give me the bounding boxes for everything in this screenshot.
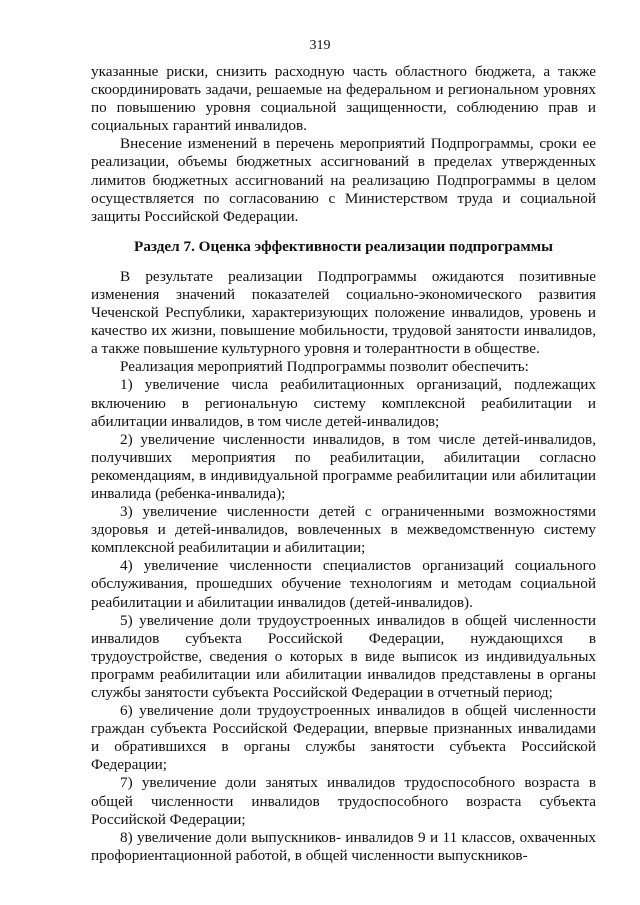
list-item-1: 1) увеличение числа реабилитационных организаций, подлежащих включению в региональную систему комплексной реабилитации и абилитации инвалидов, в том числе детей-инвалидов; [91, 376, 596, 430]
list-item-3: 3) увеличение численности детей с ограниченными возможностями здоровья и детей-инвалидов, вовлеченных в межведомственную систему комплексной реабилитации и абилитации; [91, 503, 596, 557]
body-text [91, 63, 596, 865]
list-item-4: 4) увеличение численности специалистов организаций социального обслуживания, прошедших обучение технологиям и методам социальной реабилитации и абилитации инвалидов (детей-инвалидов). [91, 557, 596, 611]
list-item-8: 8) увеличение доли выпускников- инвалидов 9 и 11 классов, охваченных профориентационной работой, в общей численности выпускников- [91, 828, 596, 864]
paragraph-results: В результате реализации Подпрограммы ожидаются позитивные изменения значений показателей социально-экономического развития Чеченской Республики, характеризующих положение инвалидов, уровень и качество их жизни, повышение мобильности, трудовой занятости инвалидов, а также повышение культурного уровня и толерантности в обществе. [91, 267, 596, 358]
list-item-7: 7) увеличение доли занятых инвалидов трудоспособного возраста в общей численности инвалидов трудоспособного возраста субъекта Российской Федерации; [91, 774, 596, 828]
list-item-5: 5) увеличение доли трудоустроенных инвалидов в общей численности инвалидов субъекта Российской Федерации, нуждающихся в трудоустройстве, сведения о которых в виде выписок из индивидуальных программ реабилитации или абилитации инвалидов представлены в органы службы занятости субъекта Российской Федерации в отчетный период; [91, 611, 596, 701]
paragraph-intro-list: Реализация мероприятий Подпрограммы позволит обеспечить: [120, 358, 529, 376]
paragraph-continuation: указанные риски, снизить расходную часть областного бюджета, а также скоординировать задачи, решаемые на федеральном и региональном уровнях по повышению уровня социальной защищенности, соблюдению прав и социальных гарантий инвалидов. [91, 63, 596, 135]
page-number: 319 [309, 38, 331, 53]
list-item-6: 6) увеличение доли трудоустроенных инвалидов в общей численности граждан субъекта Российской Федерации, впервые признанных инвалидами и обратившихся в органы службы занятости субъекта Российской Федерации; [91, 702, 596, 774]
list-item-2: 2) увеличение численности инвалидов, в том числе детей-инвалидов, получивших мероприятия по реабилитации, абилитации согласно рекомендациям, в индивидуальной программе реабилитации или абилитации инвалида (ребенка-инвалида); [91, 430, 596, 502]
section-title: Раздел 7. Оценка эффективности реализации подпрограммы [134, 237, 553, 255]
paragraph-changes: Внесение изменений в перечень мероприятий Подпрограммы, сроки ее реализации, объемы бюджетных ассигнований в пределах утвержденных лимитов бюджетных ассигнований на реализацию Подпрограммы в целом осуществляется по согласованию с Министерством труда и социальной защиты Российской Федерации. [91, 135, 596, 225]
